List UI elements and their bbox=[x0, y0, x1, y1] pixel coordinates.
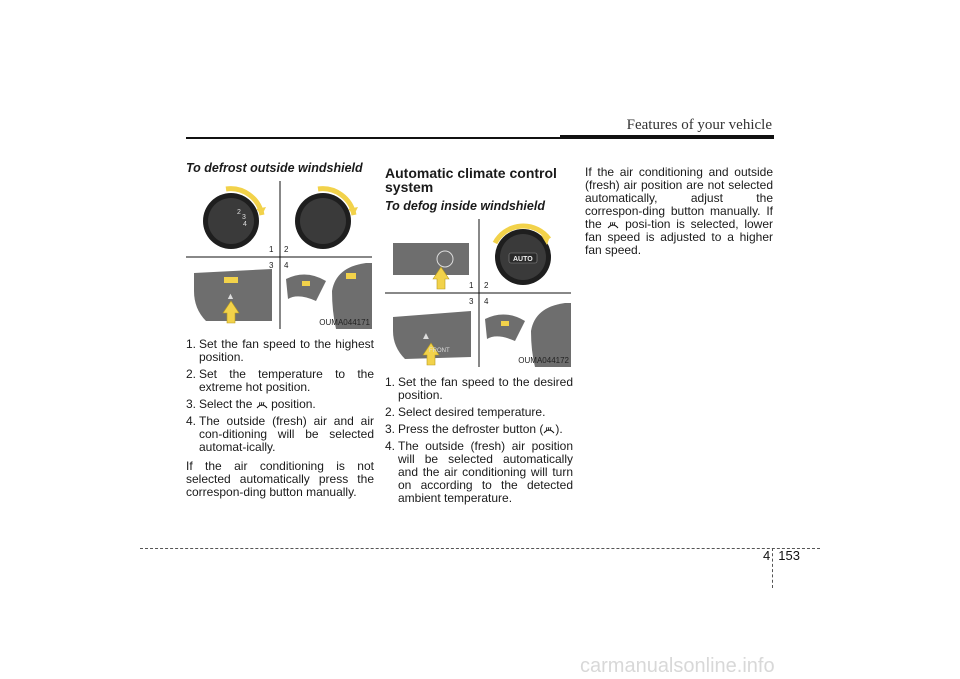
page-number bbox=[763, 548, 800, 563]
svg-text:3: 3 bbox=[242, 214, 246, 221]
step-item: 3. Press the defroster button ( ). bbox=[385, 422, 563, 436]
figure-number-4: 4 bbox=[284, 261, 289, 270]
section-heading-auto-climate: Automatic climate control system bbox=[385, 165, 557, 195]
front-label: FRONT bbox=[429, 348, 450, 354]
step-item: 1. Set the fan speed to the desired position. bbox=[385, 375, 573, 402]
svg-text:4: 4 bbox=[243, 221, 247, 228]
defrost-illustration bbox=[186, 181, 372, 329]
figure-number-2: 2 bbox=[284, 245, 289, 254]
step-item: 4. The outside (fresh) air and air con-ditioning will be selected automat-ically. bbox=[186, 414, 374, 454]
page-number-value: 153 bbox=[778, 548, 800, 563]
figure-number-3: 3 bbox=[269, 261, 274, 270]
figure-number-1: 1 bbox=[469, 281, 474, 290]
defog-illustration bbox=[385, 219, 571, 367]
svg-text:2: 2 bbox=[237, 209, 241, 216]
chapter-number: 4 bbox=[763, 548, 771, 563]
subheading-defog: To defog inside windshield bbox=[385, 199, 545, 213]
page-header-title: Features of your vehicle bbox=[626, 117, 772, 133]
defrost-windshield-icon bbox=[256, 399, 268, 409]
note-paragraph: If the air conditioning is not selected automatically press the correspon-ding button manually. bbox=[186, 459, 374, 499]
footer-divider bbox=[140, 548, 820, 549]
note-paragraph: If the air conditioning and outside (fresh) air position are not selected automatically, adjust the correspon-ding button manually. If the posi-tion is selected, lower fan speed is adjusted to a higher fan speed. bbox=[585, 165, 773, 257]
defrost-windshield-icon bbox=[543, 424, 555, 434]
column-1 bbox=[186, 162, 374, 499]
figure-number-2: 2 bbox=[484, 281, 489, 290]
figure-code: OUMA044171 bbox=[319, 318, 370, 327]
header-rule-accent bbox=[560, 135, 774, 139]
step-item: 3. Select the position. bbox=[186, 397, 316, 411]
figure-defog bbox=[385, 219, 571, 367]
auto-label: AUTO bbox=[513, 256, 533, 263]
steps-defog bbox=[385, 376, 573, 505]
figure-code: OUMA044172 bbox=[518, 356, 569, 365]
step-item: 2. Set the temperature to the extreme hot position. bbox=[186, 367, 374, 394]
steps-defrost bbox=[186, 338, 374, 454]
figure-defrost bbox=[186, 181, 372, 329]
svg-text:▲: ▲ bbox=[226, 291, 235, 301]
watermark: carmanualsonline.info bbox=[580, 655, 775, 677]
step-item: 2. Select desired temperature. bbox=[385, 405, 546, 419]
column-2 bbox=[385, 162, 573, 509]
step-item: 1. Set the fan speed to the highest position. bbox=[186, 337, 374, 364]
svg-text:▲: ▲ bbox=[421, 331, 431, 342]
step-item: 4. The outside (fresh) air position will be selected automatically and the air conditioning will turn on according to the detected ambient temperature. bbox=[385, 439, 573, 505]
column-3 bbox=[585, 162, 773, 257]
figure-number-4: 4 bbox=[484, 297, 489, 306]
subheading-defrost: To defrost outside windshield bbox=[186, 161, 363, 175]
defrost-windshield-icon bbox=[607, 219, 619, 229]
figure-number-1: 1 bbox=[269, 245, 274, 254]
figure-number-3: 3 bbox=[469, 297, 474, 306]
